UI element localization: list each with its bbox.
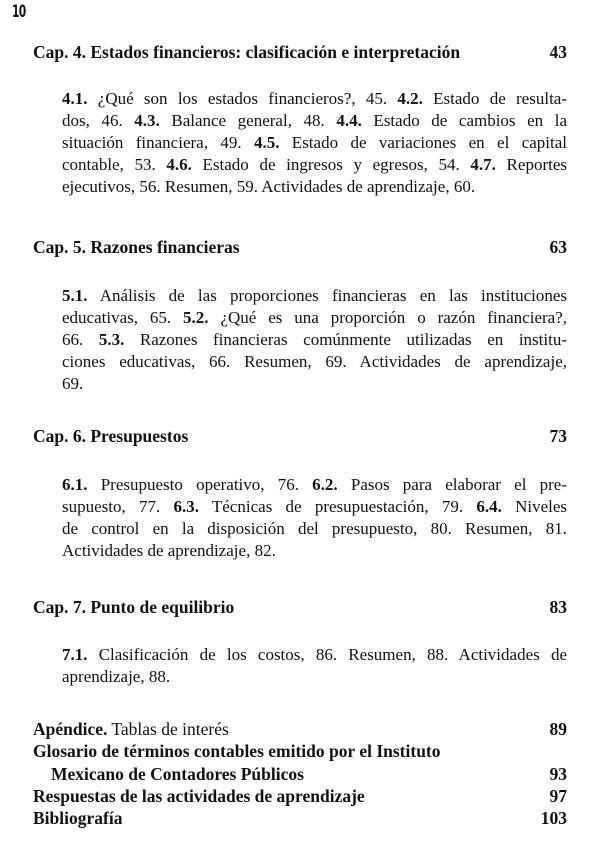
section-line (62, 373, 567, 395)
section-line (62, 176, 567, 198)
section-number: 4.3. (134, 111, 160, 130)
back-matter-entry (33, 718, 567, 740)
section-number: 4.4. (336, 111, 362, 130)
chapter-sections (62, 88, 567, 198)
section-line (62, 644, 567, 666)
section-text: ejecutivos, 56. Resumen, 59. Actividades de aprendizaje, 60. (62, 177, 476, 196)
section-text: Estado de ingresos y egresos, 54. (191, 155, 471, 174)
section-line (62, 540, 567, 562)
chapter-sections (62, 285, 567, 395)
section-text: ¿Qué es una proporción o razón financiera?, (208, 308, 567, 327)
section-text: aprendizaje, 88. (62, 667, 171, 686)
section-text: de control en la disposición del presupuesto, 80. Resumen, 81. (62, 519, 567, 538)
chapter-heading (33, 237, 567, 258)
chapter-page: 63 (549, 237, 567, 257)
section-text: Presupuesto operativo, 76. (87, 475, 313, 494)
section-text: Análisis de las proporciones financieras en las instituciones (87, 286, 567, 305)
section-number: 4.1. (62, 89, 88, 108)
entry-title: Glosario de términos contables emitido por el Instituto (33, 741, 441, 762)
chapter-title: Cap. 7. Punto de equilibrio (33, 597, 235, 617)
section-number: 6.1. (62, 475, 88, 494)
back-matter-entry (33, 785, 567, 807)
entry-title: Bibliografía (33, 808, 123, 829)
section-text: Pasos para elaborar el pre- (337, 475, 567, 494)
section-number: 6.3. (173, 497, 199, 516)
section-number: 6.2. (312, 475, 338, 494)
section-number: 5.2. (183, 308, 209, 327)
page-number: 10 (12, 2, 26, 22)
section-line (62, 496, 567, 518)
chapter-title: Cap. 5. Razones financieras (33, 237, 240, 257)
section-number: 5.3. (98, 330, 125, 349)
chapter-page: 43 (549, 42, 567, 62)
chapter-sections (62, 474, 567, 562)
section-text: supuesto, 77. (62, 497, 174, 516)
section-text: dos, 46. (62, 111, 135, 130)
section-text: Técnicas de presupuestación, 79. (198, 497, 477, 516)
section-text: Estado de cambios en la (361, 111, 568, 130)
entry-page: 93 (549, 763, 567, 784)
section-line (62, 110, 567, 132)
section-number: 5.1. (62, 286, 88, 305)
section-text: Estado de resulta- (422, 89, 567, 108)
back-matter-entry (33, 807, 567, 829)
entry-title: Apéndice. (33, 719, 108, 739)
entry-page: 89 (549, 719, 567, 739)
section-line (62, 329, 567, 351)
section-text: Razones financieras comúnmente utilizadas en institu- (124, 330, 567, 349)
entry-title: Mexicano de Contadores Públicos (51, 763, 304, 784)
chapter-page: 73 (549, 426, 567, 446)
entry-page: 103 (540, 808, 567, 829)
section-line (62, 666, 567, 688)
section-text: situación financiera, 49. (62, 133, 254, 152)
section-text: Reportes (495, 155, 567, 174)
chapter-title: Cap. 4. Estados financieros: clasificación e interpretación (33, 42, 461, 62)
section-text: contable, 53. (62, 155, 167, 174)
section-number: 7.1. (62, 645, 88, 664)
back-matter-entry (33, 740, 567, 762)
section-number: 4.6. (166, 155, 192, 174)
back-matter-entry (33, 763, 567, 785)
section-line (62, 351, 567, 373)
section-number: 4.5. (253, 133, 280, 152)
section-number: 6.4. (476, 497, 502, 516)
section-text: Estado de variaciones en el capital (279, 133, 567, 152)
section-line (62, 285, 567, 307)
section-text: ciones educativas, 66. Resumen, 69. Actividades de aprendizaje, (62, 352, 567, 371)
section-line (62, 88, 567, 110)
chapter-heading (33, 42, 567, 63)
chapter-heading (33, 597, 567, 618)
section-text: Niveles (501, 497, 568, 516)
section-number: 4.2. (397, 89, 423, 108)
section-line (62, 307, 567, 329)
section-line (62, 474, 567, 496)
section-text: 69. (62, 374, 84, 393)
section-number: 4.7. (470, 155, 496, 174)
entry-page: 97 (549, 785, 567, 806)
chapter-sections (62, 644, 567, 688)
section-text: Balance general, 48. (159, 111, 337, 130)
chapter-title: Cap. 6. Presupuestos (33, 426, 189, 446)
entry-subtitle: Tablas de interés (107, 719, 229, 739)
section-line (62, 154, 567, 176)
section-text: Actividades de aprendizaje, 82. (62, 541, 276, 560)
section-text: 66. (62, 330, 99, 349)
section-text: Clasificación de los costos, 86. Resumen, 88. Actividades de (87, 645, 567, 664)
section-line (62, 518, 567, 540)
section-text: educativas, 65. (62, 308, 184, 327)
chapter-heading (33, 426, 567, 447)
chapter-page: 83 (549, 597, 567, 617)
back-matter (33, 718, 567, 829)
section-line (62, 132, 567, 154)
entry-title: Respuestas de las actividades de aprendizaje (33, 785, 365, 806)
section-text: ¿Qué son los estados financieros?, 45. (87, 89, 398, 108)
